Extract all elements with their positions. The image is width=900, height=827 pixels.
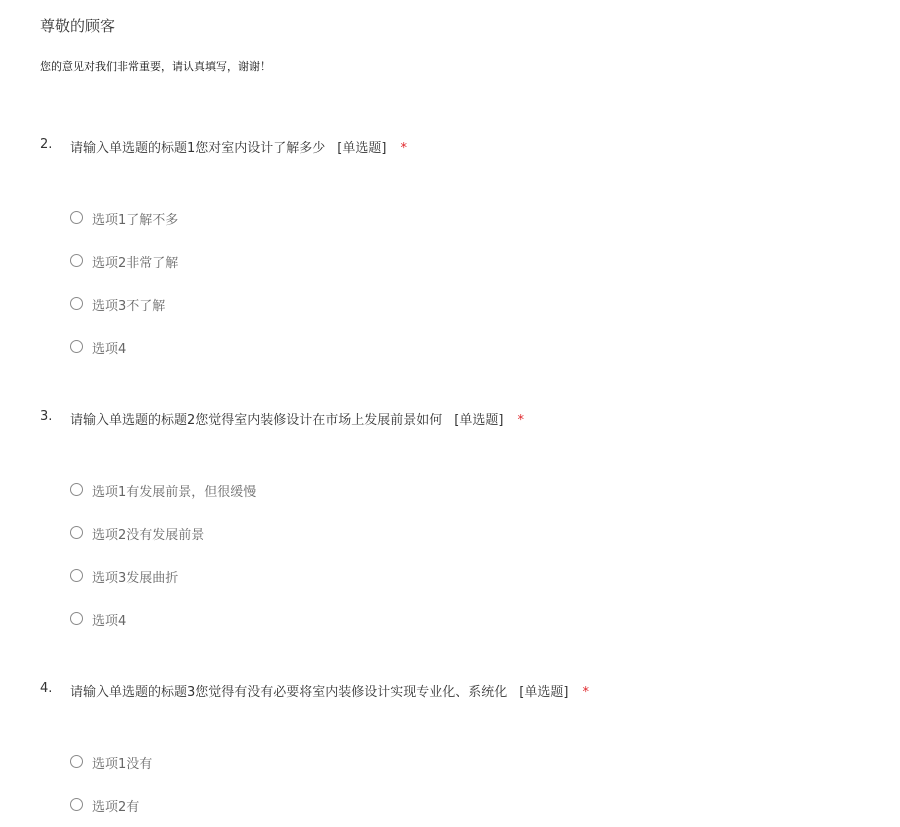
option-item[interactable]	[70, 741, 152, 784]
question-title: 请输入单选题的标题1您对室内设计了解多少	[70, 141, 326, 156]
option-item[interactable]	[70, 283, 178, 326]
option-label: 选项2非常了解	[92, 256, 179, 271]
option-item[interactable]	[70, 197, 178, 240]
question-text-wrap	[70, 681, 589, 700]
question-4	[40, 681, 860, 815]
question-title: 请输入单选题的标题2您觉得室内装修设计在市场上发展前景如何	[70, 413, 443, 428]
option-item[interactable]	[70, 598, 256, 641]
option-label: 选项1了解不多	[92, 213, 179, 228]
option-label: 选项2没有发展前景	[92, 528, 205, 543]
required-mark: *	[582, 685, 589, 700]
radio-button[interactable]	[70, 569, 83, 582]
question-type-label: [单选题]	[519, 685, 569, 700]
option-item[interactable]	[70, 512, 256, 555]
question-title-row	[40, 681, 860, 701]
question-text-wrap	[70, 409, 524, 428]
question-title-row	[40, 409, 860, 429]
radio-button[interactable]	[70, 211, 83, 224]
option-label: 选项4	[92, 614, 127, 629]
option-label: 选项3不了解	[92, 299, 166, 314]
radio-button[interactable]	[70, 798, 83, 811]
option-label: 选项2有	[92, 800, 140, 815]
question-3	[40, 409, 860, 629]
radio-button[interactable]	[70, 297, 83, 310]
question-number: 2.	[40, 137, 53, 152]
radio-button[interactable]	[70, 340, 83, 353]
option-item[interactable]	[70, 469, 256, 512]
radio-button[interactable]	[70, 612, 83, 625]
options-list	[70, 741, 152, 827]
question-number: 4.	[40, 681, 53, 696]
option-label: 选项4	[92, 342, 127, 357]
radio-button[interactable]	[70, 755, 83, 768]
required-mark: *	[517, 413, 524, 428]
survey-greeting: 尊敬的顾客	[40, 17, 116, 35]
option-item[interactable]	[70, 555, 256, 598]
survey-intro: 您的意见对我们非常重要，请认真填写，谢谢！	[40, 60, 271, 73]
option-item[interactable]	[70, 326, 178, 369]
required-mark: *	[400, 141, 407, 156]
option-label: 选项1没有	[92, 757, 153, 772]
question-title: 请输入单选题的标题3您觉得有没有必要将室内装修设计实现专业化、系统化	[70, 685, 508, 700]
radio-button[interactable]	[70, 483, 83, 496]
option-item[interactable]	[70, 240, 178, 283]
question-type-label: [单选题]	[337, 141, 387, 156]
options-list	[70, 197, 178, 369]
radio-button[interactable]	[70, 526, 83, 539]
option-item[interactable]	[70, 784, 152, 827]
question-text-wrap	[70, 137, 407, 156]
radio-button[interactable]	[70, 254, 83, 267]
question-title-row	[40, 137, 860, 157]
option-label: 选项1有发展前景，但很缓慢	[92, 485, 257, 500]
option-label: 选项3发展曲折	[92, 571, 179, 586]
question-type-label: [单选题]	[454, 413, 504, 428]
options-list	[70, 469, 256, 641]
question-2	[40, 137, 860, 357]
question-number: 3.	[40, 409, 53, 424]
